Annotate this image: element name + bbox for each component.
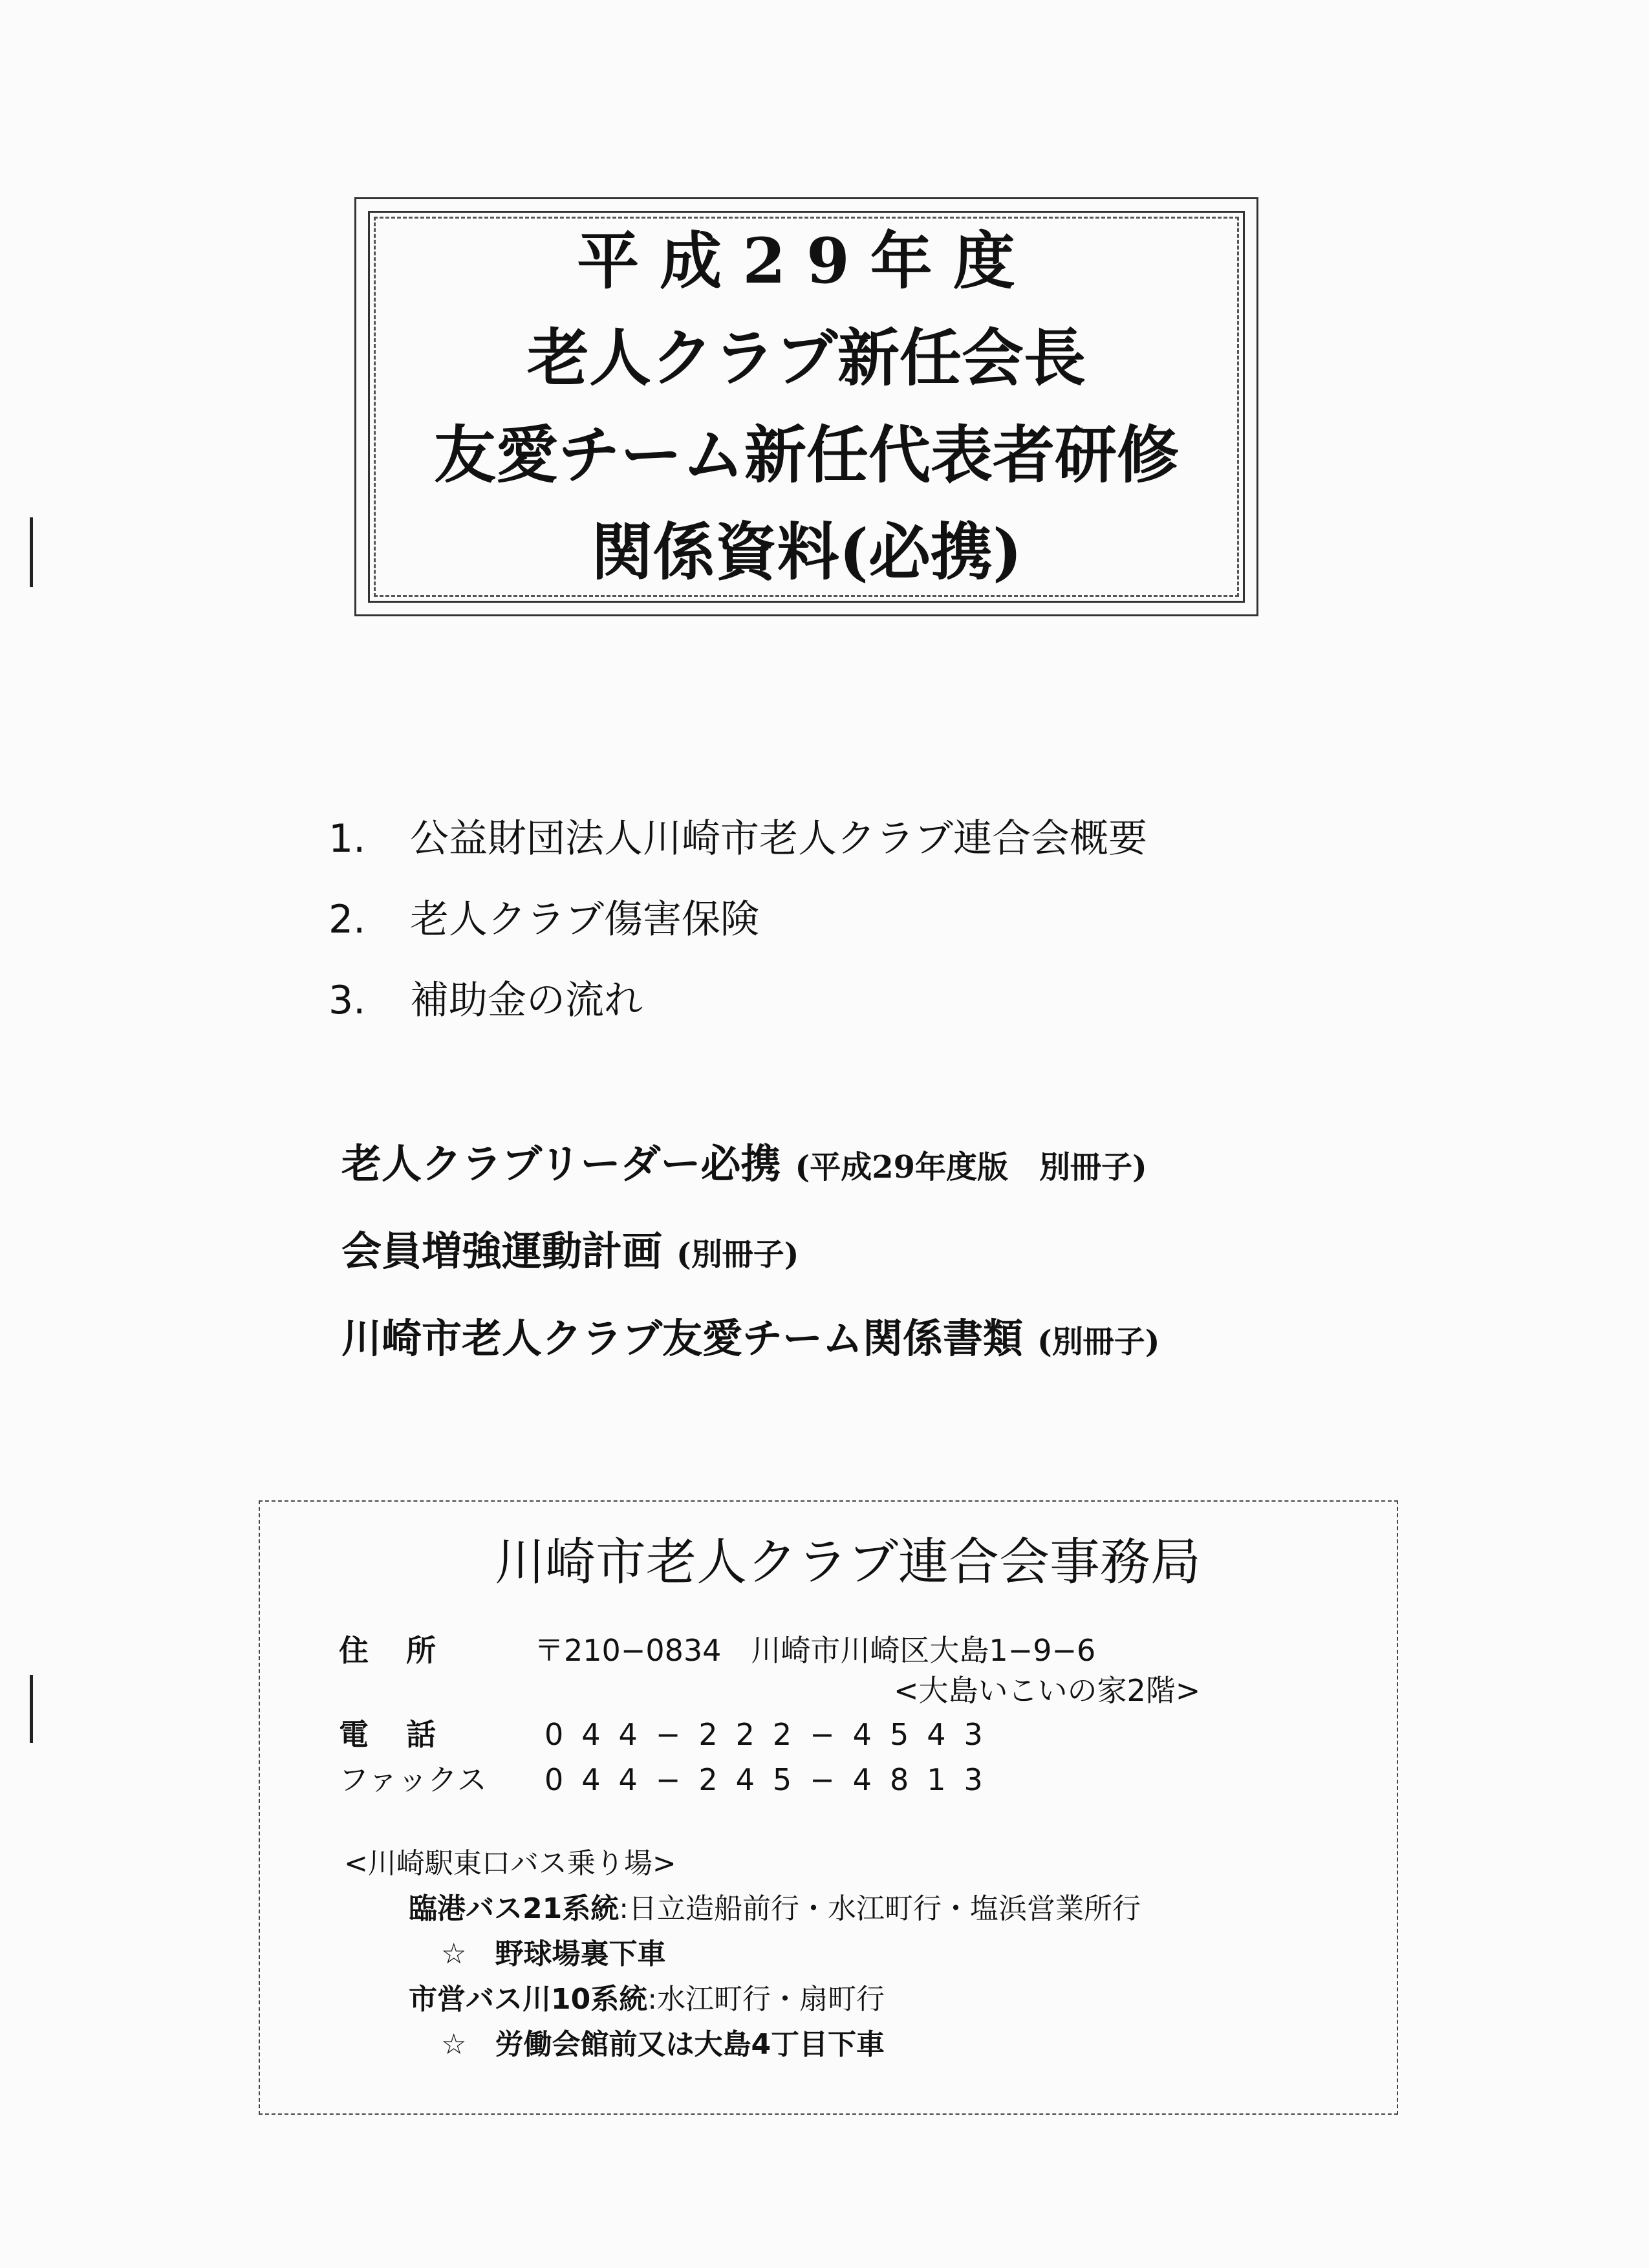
- bus-route-2: [409, 1980, 885, 2019]
- phone-label: 電 話: [339, 1717, 440, 1752]
- booklet-note: (別冊子): [676, 1237, 799, 1273]
- title-frame: [354, 197, 1258, 616]
- booklet-title: 川崎市老人クラブ友愛チーム関係書類: [341, 1315, 1024, 1362]
- title-team-training: 友愛チーム新任代表者研修: [434, 418, 1179, 491]
- agenda-item: [329, 799, 1147, 880]
- agenda-number: 2.: [329, 897, 366, 942]
- fax-number: 044−245−4813: [544, 1762, 1001, 1797]
- agenda-list: [329, 799, 1147, 1041]
- agenda-number: 1.: [329, 816, 366, 861]
- route-destinations: :水江町行・扇町行: [647, 1983, 885, 2016]
- route-name: 市営バス川10系統: [409, 1983, 648, 2016]
- route-destinations: :日立造船前行・水江町行・塩浜営業所行: [619, 1892, 1141, 1925]
- bus-route-1: [409, 1890, 1141, 1928]
- agenda-text: 公益財団法人川崎市老人クラブ連合会概要: [410, 816, 1147, 861]
- agenda-text: 老人クラブ傷害保険: [410, 897, 759, 942]
- booklet-item: [341, 1122, 1159, 1209]
- address-value: 〒210−0834 川崎市川崎区大島1−9−6: [534, 1633, 1096, 1668]
- booklet-item: [341, 1297, 1159, 1384]
- fax-label: ファックス: [339, 1762, 487, 1797]
- scan-mark-top: [30, 517, 33, 587]
- booklet-title: 会員増強運動計画: [341, 1227, 663, 1275]
- title-new-presidents: 老人クラブ新任会長: [527, 321, 1086, 394]
- booklet-title: 老人クラブリーダー必携: [341, 1140, 781, 1187]
- title-materials: 関係資料(必携): [590, 515, 1022, 589]
- route-name: 臨港バス21系統: [409, 1892, 620, 1925]
- office-name: 川崎市老人クラブ連合会事務局: [494, 1533, 1201, 1592]
- address-note: <大島いこいの家2階>: [894, 1673, 1201, 1708]
- bus-stop-header: <川崎駅東口バス乗り場>: [344, 1847, 676, 1880]
- booklet-item: [341, 1209, 1159, 1297]
- booklet-list: [341, 1122, 1159, 1384]
- booklet-note: (別冊子): [1037, 1324, 1160, 1360]
- agenda-item: [329, 960, 1147, 1041]
- title-year: 平成29年度: [577, 224, 1036, 297]
- bus-route-2-stop: ☆ 労働会館前又は大島4丁目下車: [441, 2028, 885, 2061]
- agenda-item: [329, 880, 1147, 960]
- address-label: 住 所: [339, 1633, 440, 1668]
- office-contact-box: [259, 1500, 1398, 2115]
- agenda-text: 補助金の流れ: [410, 978, 643, 1023]
- bus-route-1-stop: ☆ 野球場裏下車: [441, 1938, 666, 1971]
- title-block: [368, 211, 1245, 603]
- agenda-number: 3.: [329, 978, 366, 1023]
- phone-number: 044−222−4543: [544, 1717, 1001, 1752]
- booklet-note: (平成29年度版 別冊子): [795, 1149, 1147, 1185]
- scan-mark-bottom: [30, 1675, 33, 1743]
